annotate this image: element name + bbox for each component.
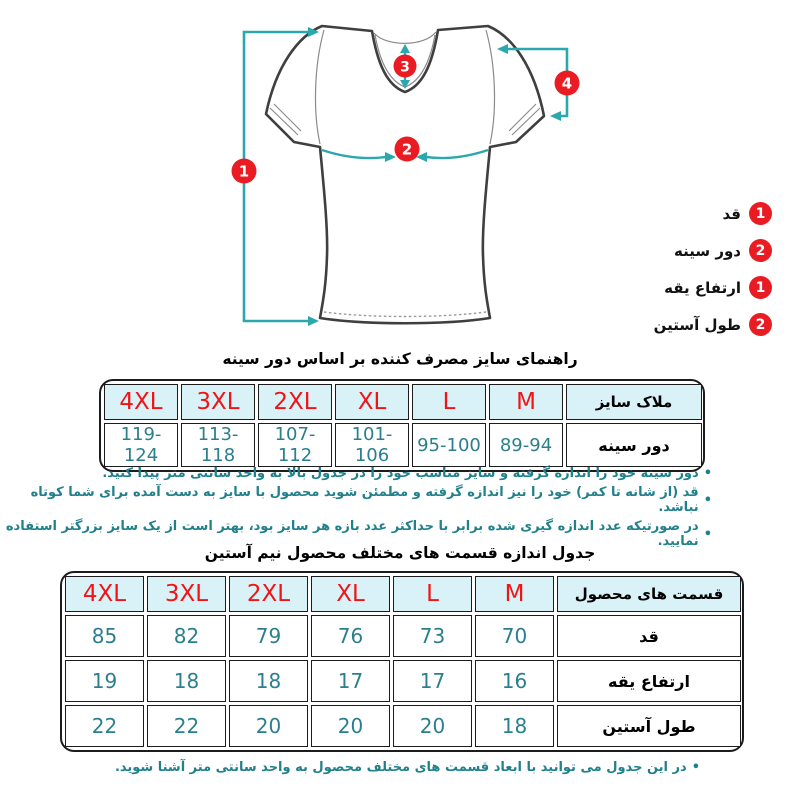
arrowhead-sleeve-bottom-icon [550, 111, 561, 121]
note-line-2 [0, 485, 712, 515]
chest-range-4xl: 119-124 [104, 423, 178, 467]
size-header-3xl: 3XL [181, 384, 255, 420]
legend-label-collar: ارتفاع یقه [664, 278, 741, 297]
collar-m: 16 [475, 660, 554, 702]
collar-l: 17 [393, 660, 472, 702]
legend-item-chest [654, 239, 772, 262]
parts-size-header-4xl: 4XL [65, 576, 144, 612]
height-xl: 76 [311, 615, 390, 657]
size-guide-header-row [104, 384, 702, 420]
marker-3 [394, 55, 417, 78]
parts-size-header-3xl: 3XL [147, 576, 226, 612]
chest-range-3xl: 113-118 [181, 423, 255, 467]
legend-label-chest: دور سینه [674, 241, 741, 260]
arrowhead-down-icon [400, 80, 410, 89]
sleeve-row-label: طول آستین [557, 705, 741, 747]
size-criterion-header: ملاک سایز [566, 384, 702, 420]
measurement-notes [0, 466, 712, 549]
arrowhead-up-icon [400, 44, 410, 53]
bullet-icon: • [691, 760, 700, 775]
size-header-xl: XL [335, 384, 409, 420]
legend-badge-3: 1 [749, 276, 772, 299]
footer-note-text: در این جدول می توانید با ابعاد قسمت های مختلف محصول به واحد سانتی متر آشنا شوید. [114, 760, 687, 775]
height-4xl: 85 [65, 615, 144, 657]
parts-size-header-2xl: 2XL [229, 576, 308, 612]
legend-badge-1: 1 [749, 202, 772, 225]
note-text-2: قد (از شانه تا کمر) خود را نیز اندازه گرفته و مطمئن شوید محصول با سایز به دست آمده برای شما کوتاه نباشد. [30, 485, 699, 515]
height-m: 70 [475, 615, 554, 657]
svg-text:2: 2 [401, 140, 413, 159]
parts-table-title: جدول اندازه قسمت های مختلف محصول نیم آستین [204, 544, 596, 562]
parts-dimensions-table [60, 571, 744, 752]
legend-badge-2: 2 [749, 239, 772, 262]
sleeve-xl: 20 [311, 705, 390, 747]
sleeve-l: 20 [393, 705, 472, 747]
sleeve-row [65, 705, 741, 747]
note-line-1 [102, 466, 712, 481]
size-header-l: L [412, 384, 486, 420]
svg-text:3: 3 [400, 59, 410, 76]
footer-note [115, 760, 700, 775]
chest-range-row [104, 423, 702, 467]
size-header-m: M [489, 384, 563, 420]
collar-xl: 17 [311, 660, 390, 702]
legend-badge-4: 2 [749, 313, 772, 336]
measurement-legend [654, 202, 772, 336]
marker-4 [555, 71, 580, 96]
collar-4xl: 19 [65, 660, 144, 702]
sleeve-3xl: 22 [147, 705, 226, 747]
size-guide-title: راهنمای سایز مصرف کننده بر اساس دور سینه [222, 350, 578, 368]
sleeve-4xl: 22 [65, 705, 144, 747]
collar-row [65, 660, 741, 702]
size-header-4xl: 4XL [104, 384, 178, 420]
sleeve-m: 18 [475, 705, 554, 747]
chest-range-2xl: 107-112 [258, 423, 332, 467]
sleeve-2xl: 20 [229, 705, 308, 747]
legend-label-height: قد [722, 204, 741, 223]
parts-header-row [65, 576, 741, 612]
marker-2 [395, 137, 420, 162]
parts-header-label: قسمت های محصول [557, 576, 741, 612]
svg-text:1: 1 [238, 162, 250, 181]
bullet-icon: • [703, 526, 712, 542]
parts-size-header-m: M [475, 576, 554, 612]
bullet-icon: • [703, 492, 712, 508]
legend-item-height [654, 202, 772, 225]
size-header-2xl: 2XL [258, 384, 332, 420]
arrowhead-bottom-right-icon [308, 316, 319, 326]
height-row [65, 615, 741, 657]
legend-item-sleeve [654, 313, 772, 336]
legend-item-collar [654, 276, 772, 299]
chest-range-xl: 101-106 [335, 423, 409, 467]
parts-size-header-l: L [393, 576, 472, 612]
marker-1 [232, 159, 257, 184]
note-text-3: در صورتیکه عدد اندازه گیری شده برابر با حداکثر عدد بازه هر سایز بود، بهتر است از یک سایز بزرگتر استفاده نمایید. [5, 519, 699, 549]
chest-range-l: 95-100 [412, 423, 486, 467]
bullet-icon: • [703, 466, 712, 481]
tshirt-measurement-diagram [170, 4, 610, 350]
parts-size-header-xl: XL [311, 576, 390, 612]
collar-2xl: 18 [229, 660, 308, 702]
height-3xl: 82 [147, 615, 226, 657]
chest-row-label: دور سینه [566, 423, 702, 467]
collar-row-label: ارتفاع یقه [557, 660, 741, 702]
size-guide-table [99, 379, 705, 472]
collar-3xl: 18 [147, 660, 226, 702]
legend-label-sleeve: طول آستین [653, 315, 741, 334]
height-l: 73 [393, 615, 472, 657]
svg-text:4: 4 [561, 74, 573, 93]
height-row-label: قد [557, 615, 741, 657]
note-text-1: دور سینه خود را اندازه گرفته و سایز مناسب خود را در جدول بالا به واحد سانتی متر پیدا کنید. [102, 466, 699, 481]
height-2xl: 79 [229, 615, 308, 657]
chest-range-m: 89-94 [489, 423, 563, 467]
